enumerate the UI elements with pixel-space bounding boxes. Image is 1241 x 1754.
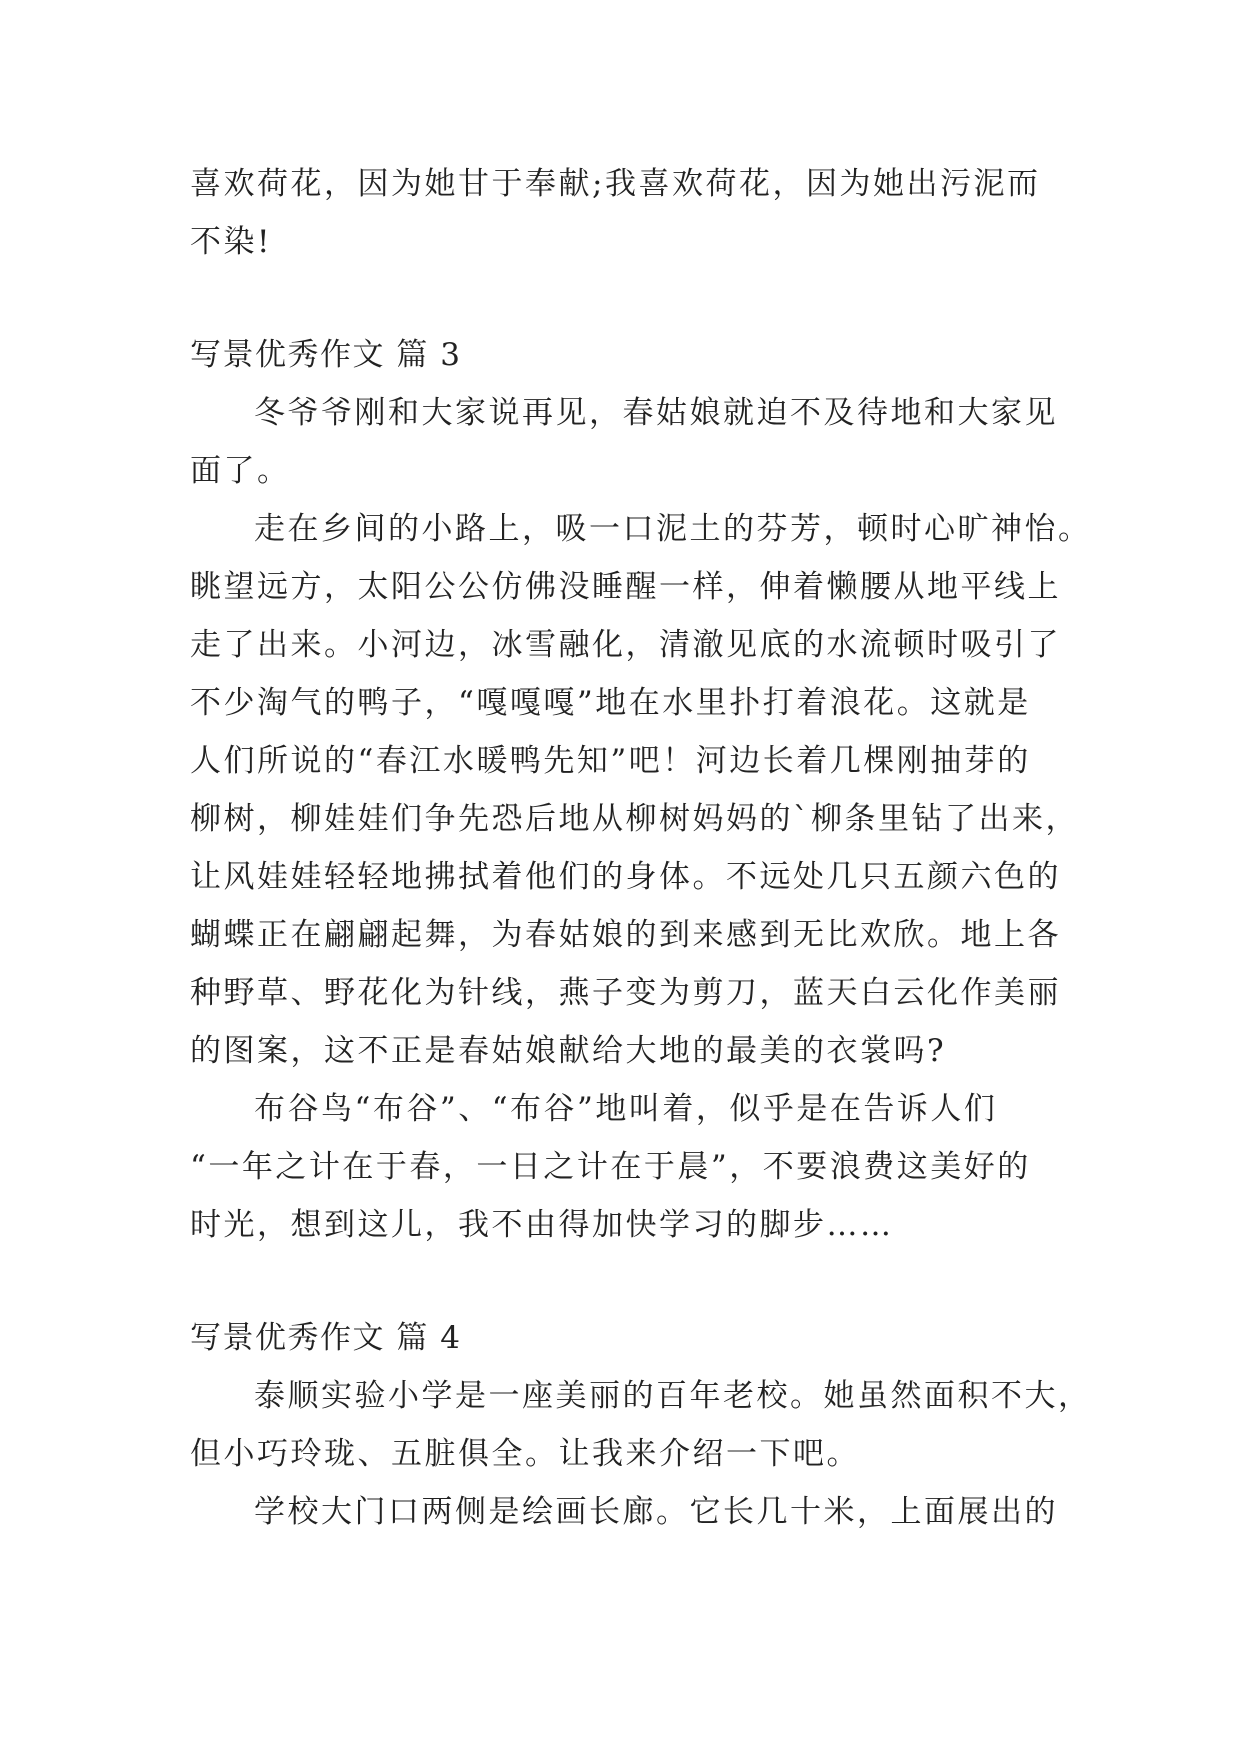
text-line: 蝴蝶正在翩翩起舞，为春姑娘的到来感到无比欢欣。地上各 (190, 917, 1061, 953)
text-line: 让风娃娃轻轻地拂拭着他们的身体。不远处几只五颜六色的 (190, 859, 1061, 895)
paragraph (190, 500, 1092, 1080)
section-3 (190, 326, 1092, 1254)
text-line: 眺望远方，太阳公公仿佛没睡醒一样，伸着懒腰从地平线上 (190, 569, 1061, 605)
section-gap (190, 271, 1060, 326)
paragraph (190, 384, 1060, 500)
section-4 (190, 1309, 1092, 1541)
section-heading: 写景优秀作文 篇 4 (190, 1320, 462, 1356)
paragraph (190, 1483, 1060, 1541)
text-line: 走在乡间的小路上，吸一口泥土的芬芳，顿时心旷神怡。 (254, 511, 1092, 547)
text-line: “一年之计在于春，一日之计在于晨”，不要浪费这美好的 (190, 1149, 1031, 1185)
section-gap (190, 1254, 1060, 1309)
text-line: 但小巧玲珑、五脏俱全。让我来介绍一下吧。 (190, 1436, 860, 1472)
text-line: 泰顺实验小学是一座美丽的百年老校。她虽然面积不大， (254, 1378, 1092, 1414)
text-line: 学校大门口两侧是绘画长廊。它长几十米，上面展出的 (254, 1494, 1058, 1530)
text-line: 的图案，这不正是春姑娘献给大地的最美的衣裳吗? (190, 1033, 947, 1069)
text-line: 不染! (190, 224, 272, 260)
text-line: 时光，想到这儿，我不由得加快学习的脚步…… (190, 1207, 894, 1243)
text-line: 人们所说的“春江水暖鸭先知”吧！河边长着几棵刚抽芽的 (190, 743, 1031, 779)
paragraph (190, 1080, 1060, 1254)
section-heading: 写景优秀作文 篇 3 (190, 337, 462, 373)
text-line: 种野草、野花化为针线，燕子变为剪刀，蓝天白云化作美丽 (190, 975, 1061, 1011)
text-line: 喜欢荷花，因为她甘于奉献;我喜欢荷花，因为她出污泥而 (190, 166, 1041, 202)
text-line: 柳树，柳娃娃们争先恐后地从柳树妈妈的`柳条里钻了出来， (190, 801, 1079, 837)
text-line: 冬爷爷刚和大家说再见，春姑娘就迫不及待地和大家见 (254, 395, 1058, 431)
intro-paragraph (190, 155, 1060, 271)
text-line: 不少淘气的鸭子，“嘎嘎嘎”地在水里扑打着浪花。这就是 (190, 685, 1031, 721)
text-line: 面了。 (190, 453, 291, 489)
text-line: 布谷鸟“布谷”、“布谷”地叫着，似乎是在告诉人们 (254, 1091, 998, 1127)
document-page (190, 155, 1092, 1541)
text-line: 走了出来。小河边，冰雪融化，清澈见底的水流顿时吸引了 (190, 627, 1061, 663)
paragraph (190, 1367, 1092, 1483)
